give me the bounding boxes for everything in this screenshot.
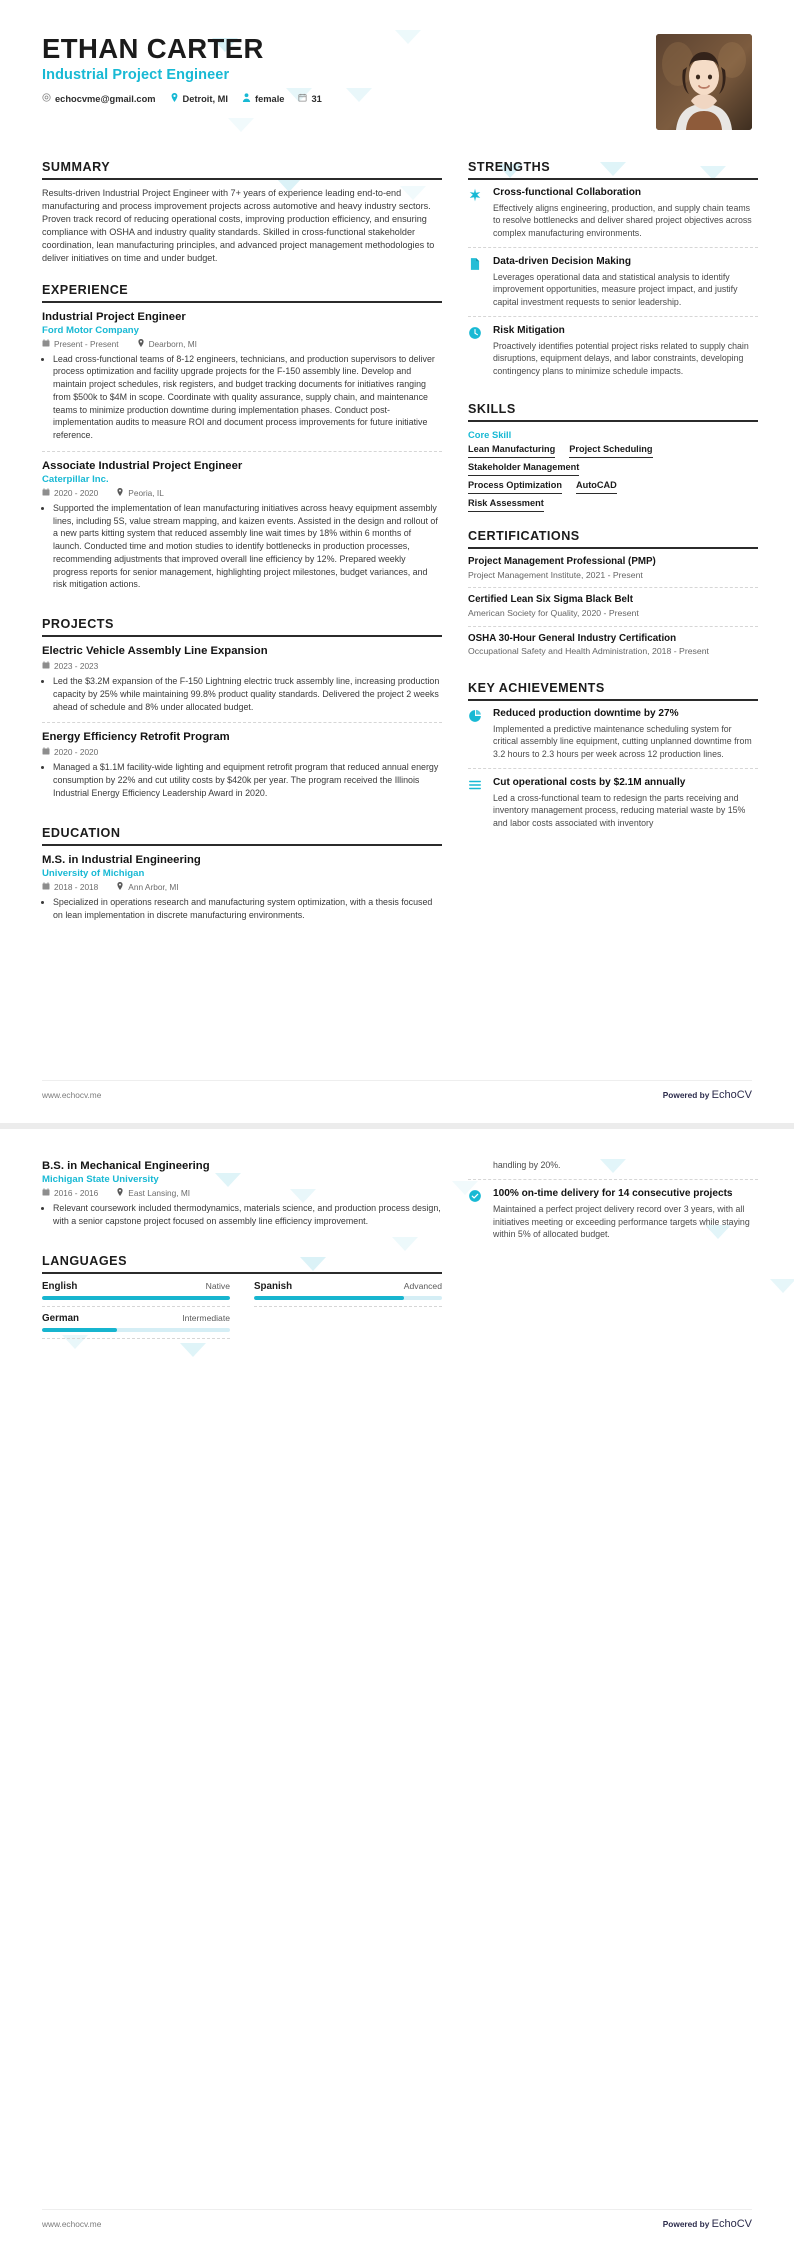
footer-website: www.echocv.me [42, 1090, 102, 1100]
experience-heading: EXPERIENCE [42, 283, 442, 303]
achievement-item [468, 1188, 758, 1248]
page-footer [42, 2209, 752, 2230]
achievement-body [493, 708, 758, 760]
skills-group-label: Core Skill [468, 429, 512, 441]
entry-bullets [42, 675, 442, 713]
section-experience [42, 283, 442, 601]
certification-issuer: Project Management Institute, 2021 - Present [468, 569, 643, 580]
contact-list [42, 93, 322, 104]
project-entry [42, 730, 442, 808]
section-key-achievements [468, 681, 758, 837]
achievement-text-continued: handling by 20%. [468, 1159, 758, 1180]
section-strengths [468, 160, 758, 385]
page-footer [42, 1080, 752, 1101]
achievement-body [493, 777, 758, 829]
language-level: Intermediate [182, 1312, 230, 1323]
project-entry [42, 644, 442, 723]
strength-body [493, 325, 758, 377]
entry-meta [42, 488, 442, 498]
skill-chip: Stakeholder Management [468, 462, 579, 476]
certification-item [468, 556, 758, 588]
right-column [468, 1159, 758, 1362]
pie-chart-icon [468, 708, 484, 760]
section-education [42, 826, 442, 931]
skill-chip: AutoCAD [576, 480, 617, 494]
entry-location: Ann Arbor, MI [116, 882, 178, 892]
calendar-icon [42, 747, 50, 757]
strength-text: Effectively aligns engineering, production, and supply chain teams to resolve bottlenecks and deliver shared project objectives across complex manufacturing environments. [493, 202, 752, 238]
contact-age: 31 [298, 93, 321, 104]
section-projects [42, 617, 442, 809]
entry-bullets [42, 896, 442, 921]
achievement-title: 100% on-time delivery for 14 consecutive projects [493, 1188, 733, 1200]
entry-dates: 2020 - 2020 [42, 488, 98, 498]
strength-title: Risk Mitigation [493, 325, 565, 337]
location-pin-icon [137, 339, 145, 349]
list-lines-icon [468, 777, 484, 829]
section-summary [42, 160, 442, 266]
check-circle-icon [468, 1188, 484, 1240]
achievement-title: Cut operational costs by $2.1M annually [493, 777, 686, 789]
entry-degree: B.S. in Mechanical Engineering [42, 1160, 210, 1172]
entry-dates: 2020 - 2020 [42, 747, 98, 757]
certification-item [468, 633, 758, 664]
section-education-continued [42, 1159, 442, 1237]
language-level: Native [205, 1280, 230, 1291]
entry-role: Industrial Project Engineer [42, 310, 186, 323]
key-achievements-heading: KEY ACHIEVEMENTS [468, 681, 758, 701]
strength-text: Leverages operational data and statistical analysis to identify improvement opportunities, measure project impact, and justify capital investment requests to senior leadership. [493, 271, 738, 307]
languages-grid [42, 1281, 442, 1345]
skill-row [468, 480, 758, 494]
entry-role: Associate Industrial Project Engineer [42, 459, 243, 472]
header-job-title: Industrial Project Engineer [42, 67, 230, 84]
skills-rows [468, 444, 758, 512]
entry-location: Peoria, IL [116, 488, 164, 498]
entry-meta [42, 339, 442, 349]
calendar-icon [42, 488, 50, 498]
entry-meta [42, 661, 442, 671]
calendar-icon [42, 882, 50, 892]
skill-chip: Lean Manufacturing [468, 444, 555, 458]
page-1-body [0, 130, 794, 947]
language-item [42, 1313, 230, 1339]
section-certifications [468, 529, 758, 664]
location-pin-icon [116, 488, 124, 498]
achievement-text: Maintained a perfect project delivery record over 3 years, with all initiatives meeting or exceeding performance targets while staying within 5% of allocated budget. [493, 1204, 750, 1240]
entry-degree: M.S. in Industrial Engineering [42, 853, 201, 866]
language-head [254, 1281, 442, 1292]
achievement-body [493, 1188, 758, 1240]
person-icon [242, 93, 251, 104]
location-pin-icon [116, 882, 124, 892]
skill-chip: Risk Assessment [468, 498, 544, 512]
language-head [42, 1313, 230, 1324]
certifications-heading: CERTIFICATIONS [468, 529, 758, 549]
entry-dates: Present - Present [42, 339, 119, 349]
entry-dates: 2018 - 2018 [42, 882, 98, 892]
entry-location: East Lansing, MI [116, 1188, 190, 1198]
education-entry [42, 1159, 442, 1237]
language-name: German [42, 1312, 80, 1324]
entry-bullets [42, 761, 442, 799]
projects-heading: PROJECTS [42, 617, 442, 637]
languages-heading: LANGUAGES [42, 1254, 442, 1274]
language-progress-bar [254, 1296, 442, 1300]
certification-name: OSHA 30-Hour General Industry Certification [468, 632, 677, 644]
entry-location: Dearborn, MI [137, 339, 197, 349]
certification-name: Project Management Professional (PMP) [468, 556, 656, 568]
language-item [254, 1281, 442, 1307]
contact-gender: female [242, 93, 284, 104]
entry-school: University of Michigan [42, 867, 145, 879]
skill-row [468, 444, 758, 458]
header-identity [42, 34, 322, 104]
contact-email: echocvme@gmail.com [42, 93, 156, 104]
contact-location: Detroit, MI [170, 93, 228, 104]
page-2-body [0, 1129, 794, 1362]
language-progress-bar [42, 1328, 230, 1332]
left-column [42, 160, 442, 947]
achievement-item [468, 777, 758, 837]
entry-role: Energy Efficiency Retrofit Program [42, 731, 230, 744]
strength-text: Proactively identifies potential project risks related to supply chain disruptions, equipment delays, and labor constraints, developing contingency plans to minimize schedule impacts. [493, 340, 749, 376]
clock-icon [468, 325, 484, 377]
skills-heading: SKILLS [468, 402, 758, 422]
summary-heading: SUMMARY [42, 160, 442, 180]
entry-bullets [42, 502, 442, 591]
certification-issuer: Occupational Safety and Health Administration, 2018 - Present [468, 646, 709, 657]
page-title: ETHAN CARTER [42, 33, 264, 64]
entry-dates: 2016 - 2016 [42, 1188, 98, 1198]
certification-name: Certified Lean Six Sigma Black Belt [468, 594, 633, 606]
strength-body [493, 256, 758, 308]
right-column [468, 160, 758, 947]
bullet-item: • Relevant coursework included thermodynamics, materials science, and production process design, with a senior capstone project focused on assembly line efficiency improvement. [53, 1202, 442, 1227]
achievement-text: Implemented a predictive maintenance scheduling system for critical assembly line equipment, cutting unplanned downtime from 3.2 hours to 2.3 hours per week across 12 production lines. [493, 723, 752, 759]
avatar [656, 34, 752, 130]
skill-row [468, 498, 758, 512]
certification-item [468, 594, 758, 626]
bullet-item: • Lead cross-functional teams of 8-12 engineers, technicians, and production supervisors to deliver process optimization and facility upgrade projects for the F-150 assembly line. Develop and maintain project schedules, risk registers, and budget tracking documents for initiatives ranging from $500k to $4M in scope. Coordinate with quality assurance, supply chain, and maintenance teams to minimize production downtime during implementation phases. Conduct post-implementation audits to measure ROI and document process improvements for future initiative reference. [53, 353, 442, 442]
entry-bullets [42, 1202, 442, 1227]
language-level: Advanced [403, 1280, 442, 1291]
language-progress-bar [42, 1296, 230, 1300]
strength-body [493, 187, 758, 239]
resume-page-1 [0, 0, 794, 1123]
bullet-item: • Led the $3.2M expansion of the F-150 Lightning electric truck assembly line, increasing production capacity by 25% while maintaining 99.8% product quality standards. Delivered the project 2 weeks ahead of schedule and 8% under allocated budget. [53, 675, 442, 713]
footer-brand: Powered by EchoCV [662, 2218, 752, 2230]
strengths-heading: STRENGTHS [468, 160, 758, 180]
resume-page-2 [0, 1129, 794, 2252]
entry-role: Electric Vehicle Assembly Line Expansion [42, 645, 268, 658]
strength-title: Cross-functional Collaboration [493, 187, 642, 198]
achievement-title: Reduced production downtime by 27% [493, 707, 679, 719]
achievement-item [468, 708, 758, 769]
bullet-item: • Supported the implementation of lean manufacturing initiatives across heavy equipment assembly lines, including 5S, value stream mapping, and kaizen events. Assisted in the design and rollout of a new parts kitting system that reduced assembly line wait times by 18% within 6 months of launch. Conducted time and motion studies to identify bottlenecks in production processes, recommending adjustments that improved overall line efficiency by 12%. Prepared weekly progress reports for senior management, highlighting project milestones, budget variances, and risk mitigation actions. [53, 502, 442, 591]
entry-company: Ford Motor Company [42, 324, 139, 336]
skill-chip: Project Scheduling [569, 444, 652, 458]
sparkle-icon [468, 187, 484, 239]
entry-meta [42, 747, 442, 757]
certification-issuer: American Society for Quality, 2020 - Present [468, 607, 639, 618]
brand-name: EchoCV [711, 1089, 752, 1101]
entry-school: Michigan State University [42, 1174, 159, 1186]
document-icon [468, 256, 484, 308]
strength-item [468, 187, 758, 248]
entry-dates: 2023 - 2023 [42, 661, 98, 671]
calendar-icon [42, 339, 50, 349]
entry-bullets [42, 353, 442, 442]
strength-item [468, 325, 758, 385]
language-item [42, 1281, 230, 1307]
language-name: Spanish [254, 1280, 293, 1292]
skill-row [468, 462, 758, 476]
section-languages [42, 1254, 442, 1345]
footer-website: www.echocv.me [42, 2219, 102, 2229]
language-name: English [42, 1280, 78, 1292]
footer-brand: Powered by EchoCV [662, 1089, 752, 1101]
experience-entry [42, 459, 442, 600]
calendar-icon [298, 93, 307, 104]
skill-chip: Process Optimization [468, 480, 562, 494]
calendar-icon [42, 661, 50, 671]
strength-item [468, 256, 758, 317]
entry-meta [42, 882, 442, 892]
calendar-icon [42, 1188, 50, 1198]
resume-header [0, 34, 794, 130]
education-entry [42, 853, 442, 931]
brand-name: EchoCV [711, 2218, 752, 2230]
achievement-text: Led a cross-functional team to redesign the parts receiving and inventory management process, reducing material waste by 15% and labor costs associated with inventory [493, 792, 746, 828]
entry-meta [42, 1188, 442, 1198]
language-head [42, 1281, 230, 1292]
summary-text: Results-driven Industrial Project Engineer with 7+ years of experience leading end-to-end manufacturing and process improvement projects across automotive and heavy industry sectors. Proven track record of reducing operational costs, improving production efficiency, and ensuring compliance with OSHA and industry quality standards. Skilled in cross-functional stakeholder coordination, lean manufacturing principles, and advanced project management methodologies to deliver initiatives on time and under budget. [42, 188, 435, 264]
experience-entry [42, 310, 442, 452]
left-column [42, 1159, 442, 1362]
education-heading: EDUCATION [42, 826, 442, 846]
section-key-achievements-continued [468, 1159, 758, 1249]
entry-company: Caterpillar Inc. [42, 473, 109, 485]
location-pin-icon [116, 1188, 124, 1198]
section-skills [468, 402, 758, 512]
strength-title: Data-driven Decision Making [493, 256, 631, 268]
location-pin-icon [170, 93, 179, 104]
bullet-item: • Managed a $1.1M facility-wide lighting and equipment retrofit program that reduced annual energy consumption by 22% and cut utility costs by $420k per year. The program received the Illinois Industrial Energy Efficiency Leadership Award in 2020. [53, 761, 442, 799]
bullet-item: • Specialized in operations research and manufacturing system optimization, with a thesis focused on lean implementation in discrete manufacturing environments. [53, 896, 442, 921]
email-icon [42, 93, 51, 104]
